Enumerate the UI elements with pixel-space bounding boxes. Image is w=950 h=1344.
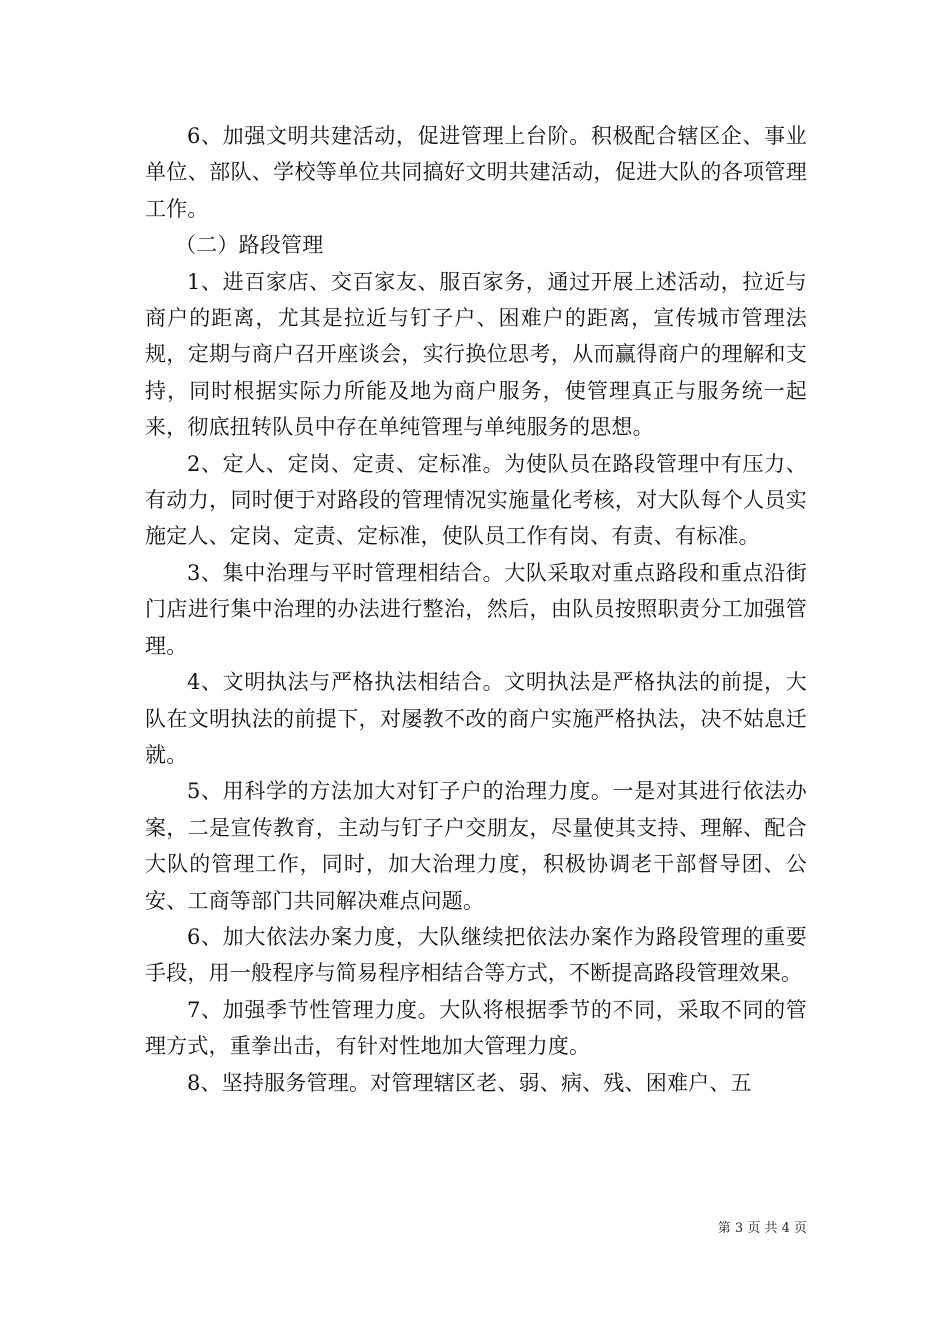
paragraph-1-visit-shops: 1、进百家店、交百家友、服百家务，通过开展上述活动，拉近与商户的距离，尤其是拉近与钉子户、困难户的距离，宣传城市管理法规，定期与商户召开座谈会，实行换位思考，从而赢得商户的理解和支持，同时根据实际力所能及地为商户服务，使管理真正与服务统一起来，彻底扭转队员中存在单纯管理与单纯服务的思想。 — [145, 269, 807, 440]
page-number-footer: 第 3 页 共 4 页 — [717, 1221, 807, 1236]
paragraph-8-service: 8、坚持服务管理。对管理辖区老、弱、病、残、困难户、五 — [187, 1070, 752, 1095]
paragraph-6-civilization: 6、加强文明共建活动，促进管理上台阶。积极配合辖区企、事业单位、部队、学校等单位共同搞好文明共建活动，促进大队的各项管理工作。 — [145, 124, 807, 221]
document-body — [145, 118, 807, 1101]
paragraph-5-scientific-methods: 5、用科学的方法加大对钉子户的治理力度。一是对其进行依法办案，二是宣传教育，主动与钉子户交朋友，尽量使其支持、理解、配合大队的管理工作，同时，加大治理力度，积极协调老干部督导团、公安、工商等部门共同解决难点问题。 — [145, 779, 807, 913]
paragraph-3-combined-governance: 3、集中治理与平时管理相结合。大队采取对重点路段和重点沿街门店进行集中治理的办法进行整治，然后，由队员按照职责分工加强管理。 — [145, 560, 807, 658]
section-heading-road-management: （二）路段管理 — [175, 233, 324, 258]
paragraph-7-seasonal: 7、加强季节性管理力度。大队将根据季节的不同，采取不同的管理方式，重拳出击，有针对性地加大管理力度。 — [145, 997, 807, 1059]
paragraph-6-legal-cases: 6、加大依法办案力度，大队继续把依法办案作为路段管理的重要手段，用一般程序与简易程序相结合等方式，不断提高路段管理效果。 — [145, 924, 807, 986]
paragraph-4-civil-enforcement: 4、文明执法与严格执法相结合。文明执法是严格执法的前提，大队在文明执法的前提下，对屡教不改的商户实施严格执法，决不姑息迁就。 — [145, 670, 807, 767]
paragraph-2-fixed-posts: 2、定人、定岗、定责、定标准。为使队员在路段管理中有压力、有动力，同时便于对路段的管理情况实施量化考核，对大队每个人员实施定人、定岗、定责、定标准，使队员工作有岗、有责、有标准。 — [145, 451, 807, 549]
